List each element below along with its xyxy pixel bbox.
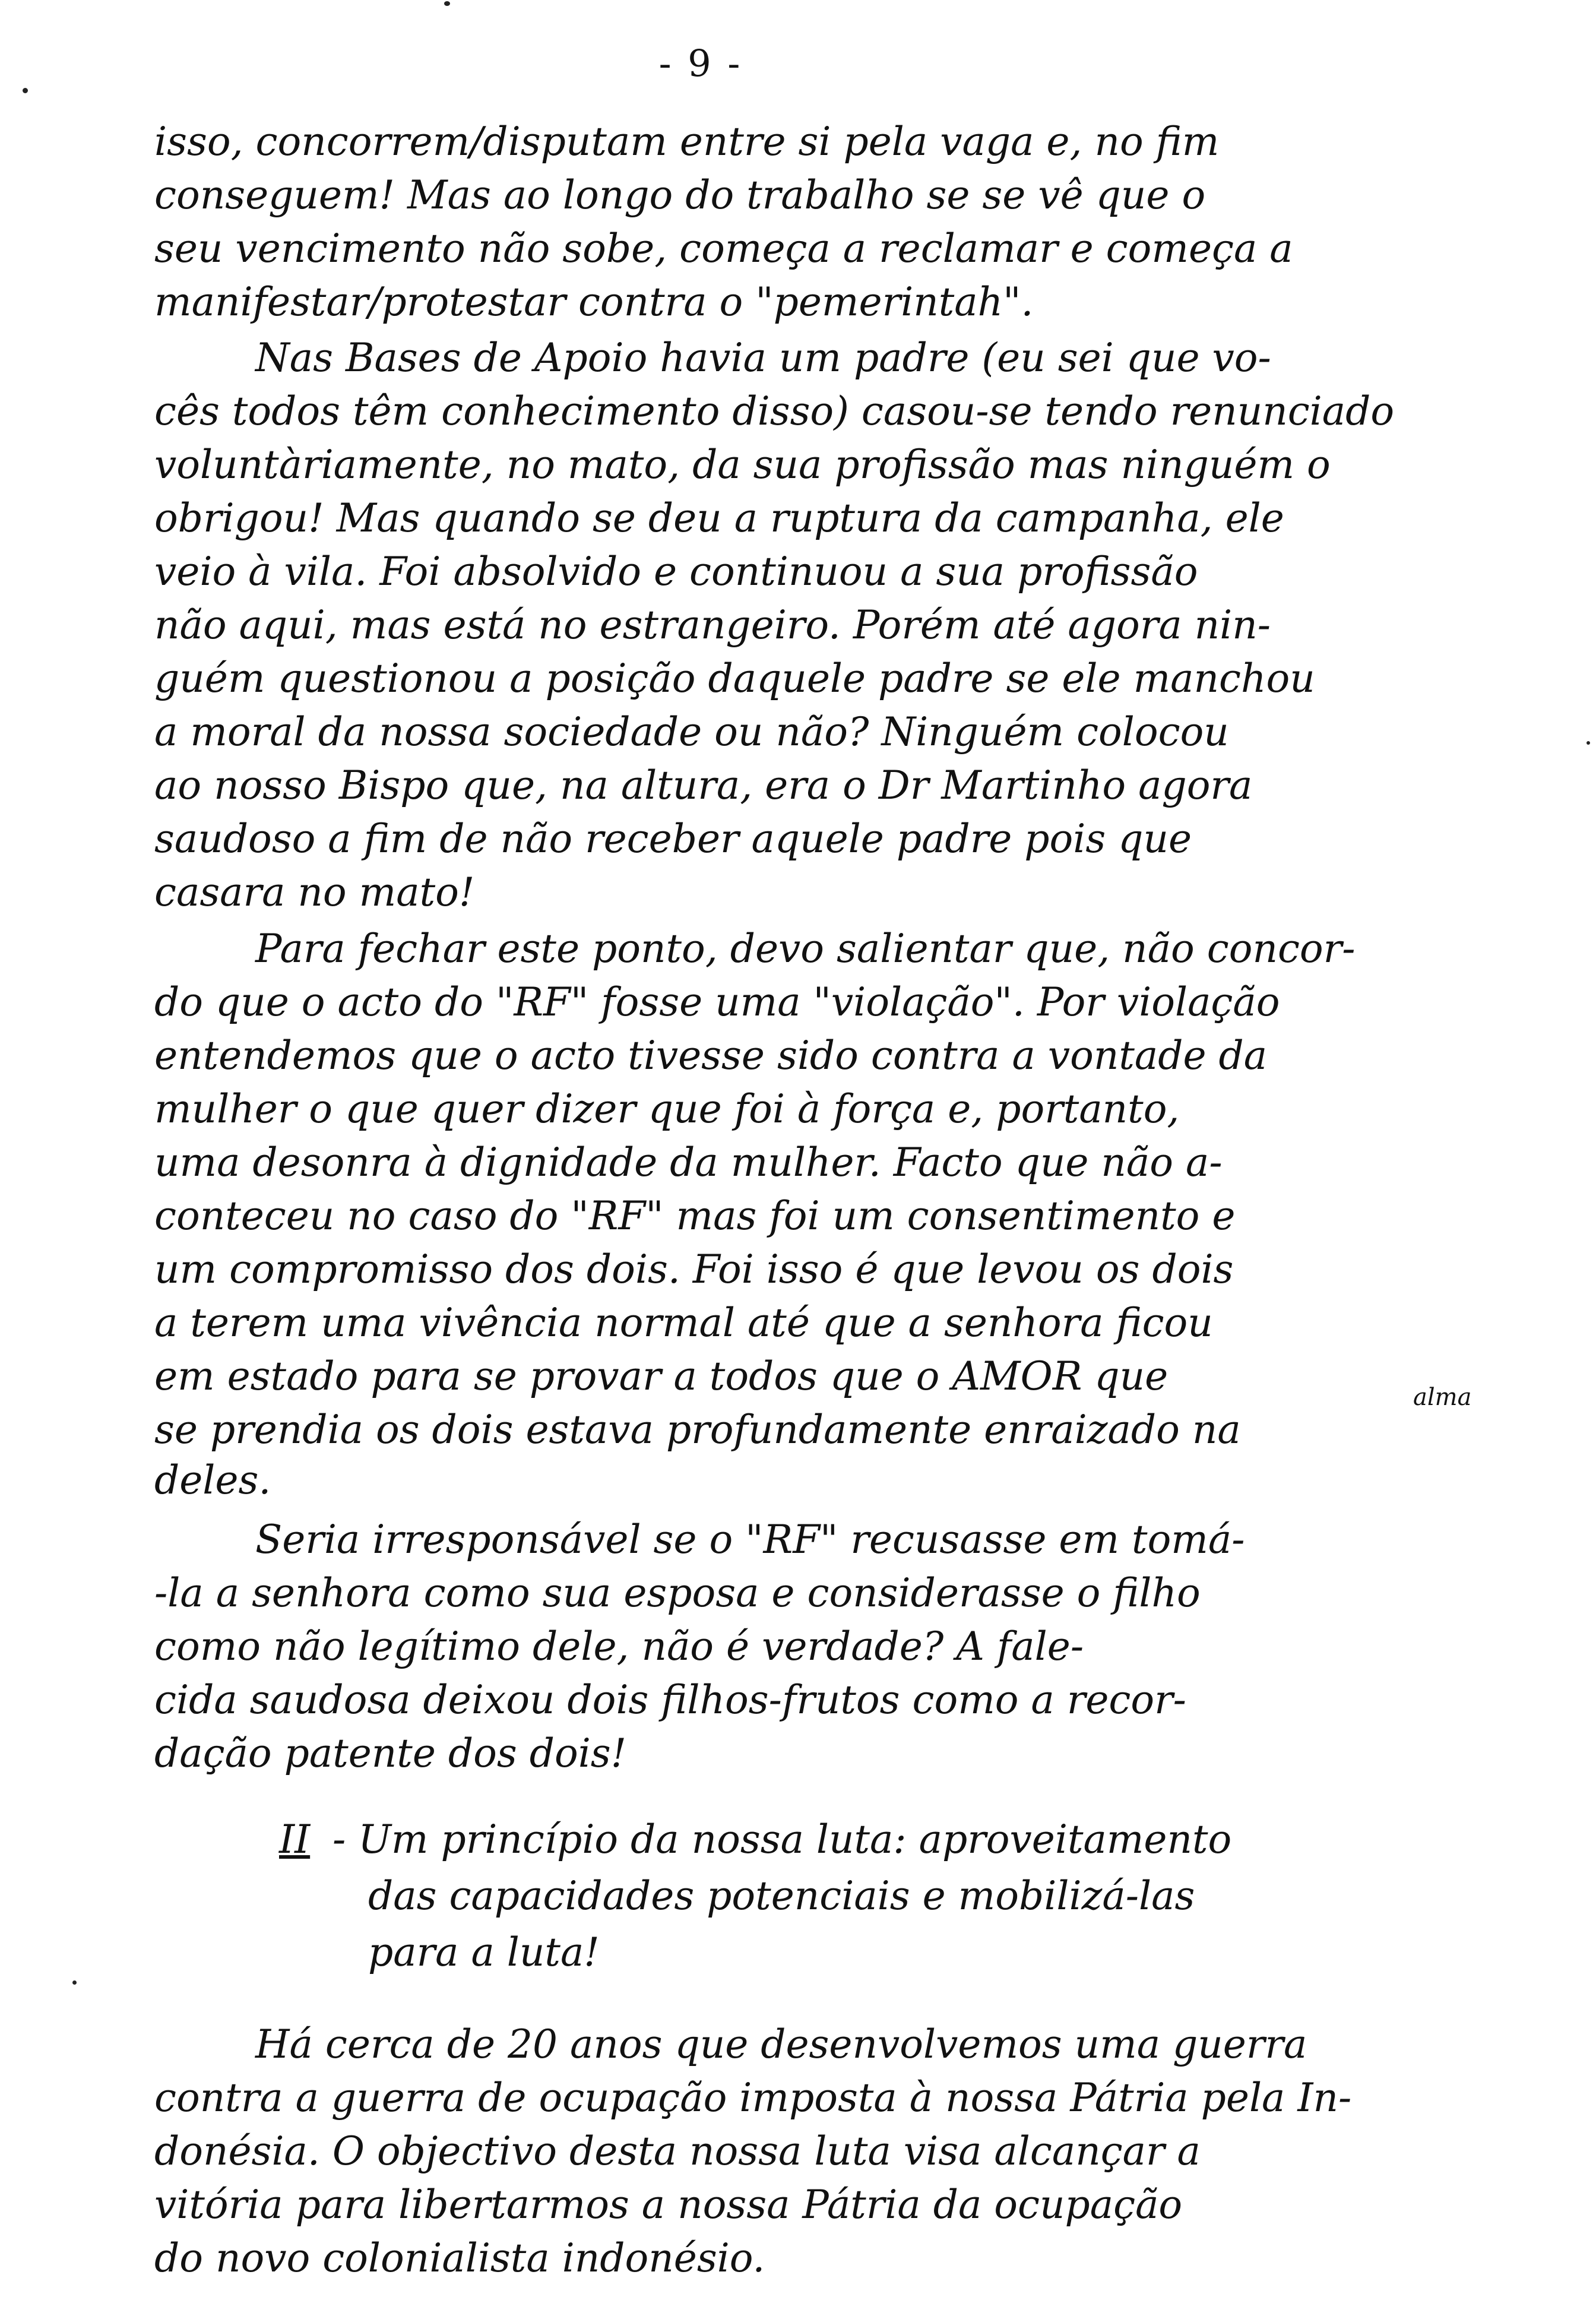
text-line: deles. xyxy=(154,1457,271,1503)
text-line: em estado para se provar a todos que o AMOR que xyxy=(154,1353,1168,1399)
scan-speck xyxy=(444,1,450,6)
text-line: veio à vila. Foi absolvido e continuou a sua profissão xyxy=(154,549,1198,594)
text-line: um compromisso dos dois. Foi isso é que levou os dois xyxy=(154,1246,1234,1292)
text-line: -la a senhora como sua esposa e considerasse o filho xyxy=(154,1570,1201,1616)
text-line: Seria irresponsável se o "RF" recusasse em tomá- xyxy=(255,1517,1245,1562)
page-number: - 9 - xyxy=(658,42,743,85)
text-line: conseguem! Mas ao longo do trabalho se se vê que o xyxy=(154,172,1206,218)
text-line: manifestar/protestar contra o "pemerintah". xyxy=(154,279,1034,325)
text-line: donésia. O objectivo desta nossa luta visa alcançar a xyxy=(154,2128,1201,2174)
text-line: mulher o que quer dizer que foi à força e, portanto, xyxy=(154,1086,1180,1132)
scan-speck xyxy=(23,88,28,93)
text-line: a terem uma vivência normal até que a senhora ficou xyxy=(154,1300,1213,1346)
text-line: isso, concorrem/disputam entre si pela vaga e, no fim xyxy=(154,119,1220,164)
text-line: vitória para libertarmos a nossa Pátria da ocupação xyxy=(154,2182,1183,2228)
text-line: entendemos que o acto tivesse sido contra a vontade da xyxy=(154,1033,1268,1078)
text-line: casara no mato! xyxy=(154,869,475,915)
text-line: Nas Bases de Apoio havia um padre (eu sei que vo- xyxy=(255,335,1271,381)
text-line: do novo colonialista indonésio. xyxy=(154,2235,765,2281)
insertion-note: alma xyxy=(1413,1384,1472,1411)
text-line: seu vencimento não sobe, começa a reclamar e começa a xyxy=(154,226,1293,271)
text-line: cida saudosa deixou dois filhos-frutos como a recor- xyxy=(154,1677,1186,1723)
text-line: guém questionou a posição daquele padre se ele manchou xyxy=(154,656,1315,701)
text-line: dação patente dos dois! xyxy=(154,1730,627,1776)
text-line: ao nosso Bispo que, na altura, era o Dr Martinho agora xyxy=(154,762,1253,808)
text-line: cês todos têm conhecimento disso) casou-se tendo renunciado xyxy=(154,388,1395,434)
scan-speck xyxy=(1586,741,1590,745)
text-line: do que o acto do "RF" fosse uma "violação". Por violação xyxy=(154,979,1280,1025)
text-line: saudoso a fim de não receber aquele padre pois que xyxy=(154,816,1192,862)
section-heading-line: para a luta! xyxy=(368,1929,600,1975)
text-line: contra a guerra de ocupação imposta à nossa Pátria pela In- xyxy=(154,2075,1352,2121)
text-line: Há cerca de 20 anos que desenvolvemos uma guerra xyxy=(255,2021,1307,2067)
text-line: se prendia os dois estava profundamente enraizado na xyxy=(154,1407,1241,1453)
text-line: uma desonra à dignidade da mulher. Facto que não a- xyxy=(154,1140,1223,1185)
scan-speck xyxy=(72,1980,77,1985)
text-line: a moral da nossa sociedade ou não? Ninguém colocou xyxy=(154,709,1229,755)
section-heading-line: das capacidades potenciais e mobilizá-las xyxy=(368,1873,1195,1919)
section-numeral: II xyxy=(279,1817,311,1862)
text-line: como não legítimo dele, não é verdade? A fale- xyxy=(154,1624,1084,1669)
text-line: obrigou! Mas quando se deu a ruptura da campanha, ele xyxy=(154,495,1284,541)
text-line: Para fechar este ponto, devo salientar que, não concor- xyxy=(255,926,1356,972)
text-line: conteceu no caso do "RF" mas foi um consentimento e xyxy=(154,1193,1236,1239)
section-heading-line: - Um princípio da nossa luta: aproveitamento xyxy=(332,1817,1232,1862)
text-line: voluntàriamente, no mato, da sua profissão mas ninguém o xyxy=(154,442,1331,488)
text-line: não aqui, mas está no estrangeiro. Porém até agora nin- xyxy=(154,602,1271,648)
